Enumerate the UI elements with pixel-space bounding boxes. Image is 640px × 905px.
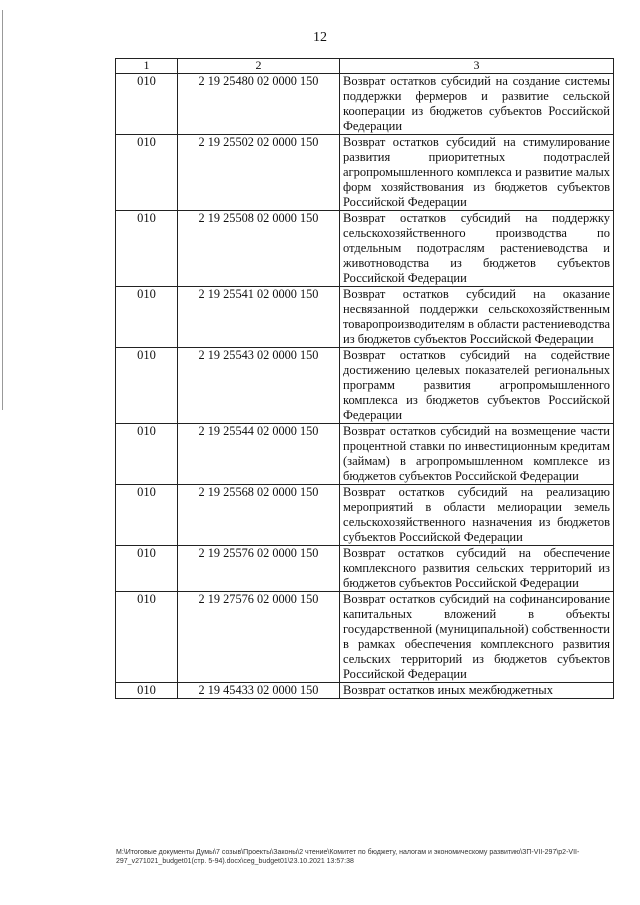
- table-row: [116, 546, 614, 592]
- kbk-code-cell: 2 19 25502 02 0000 150: [178, 135, 340, 211]
- table-row: [116, 135, 614, 211]
- description-cell: Возврат остатков субсидий на обеспечение комплексного развития сельских территорий из бюджетов субъектов Российской Федерации: [340, 546, 614, 592]
- admin-code-cell: 010: [116, 546, 178, 592]
- column-header: 1: [116, 59, 178, 74]
- margin-rule: [2, 10, 3, 410]
- description-cell: Возврат остатков иных межбюджетных: [340, 683, 614, 699]
- admin-code-cell: 010: [116, 211, 178, 287]
- column-header: 3: [340, 59, 614, 74]
- kbk-code-cell: 2 19 25543 02 0000 150: [178, 348, 340, 424]
- kbk-code-cell: 2 19 25576 02 0000 150: [178, 546, 340, 592]
- description-cell: Возврат остатков субсидий на содействие достижению целевых показателей региональных программ развития агропромышленного комплекса из бюджетов субъектов Российской Федерации: [340, 348, 614, 424]
- table-row: [116, 485, 614, 546]
- description-cell: Возврат остатков субсидий на реализацию мероприятий в области мелиорации земель сельскохозяйственного назначения из бюджетов субъектов Российской Федерации: [340, 485, 614, 546]
- table-header-row: [116, 59, 614, 74]
- table-row: [116, 424, 614, 485]
- description-cell: Возврат остатков субсидий на возмещение части процентной ставки по инвестиционным кредитам (займам) в агропромышленном комплексе из бюджетов субъектов Российской Федерации: [340, 424, 614, 485]
- kbk-code-cell: 2 19 27576 02 0000 150: [178, 592, 340, 683]
- admin-code-cell: 010: [116, 683, 178, 699]
- admin-code-cell: 010: [116, 424, 178, 485]
- admin-code-cell: 010: [116, 348, 178, 424]
- kbk-code-cell: 2 19 25544 02 0000 150: [178, 424, 340, 485]
- admin-code-cell: 010: [116, 135, 178, 211]
- page-number: 12: [313, 30, 327, 45]
- table-row: [116, 683, 614, 699]
- admin-code-cell: 010: [116, 74, 178, 135]
- admin-code-cell: 010: [116, 592, 178, 683]
- kbk-code-cell: 2 19 25568 02 0000 150: [178, 485, 340, 546]
- table-row: [116, 287, 614, 348]
- description-cell: Возврат остатков субсидий на софинансирование капитальных вложений в объекты государственной (муниципальной) собственности в рамках обеспечения комплексного развития сельских территорий из бюджетов субъектов Российской Федерации: [340, 592, 614, 683]
- file-path-footer: M:\Итоговые документы Думы\7 созыв\Проекты\Законы\2 чтение\Комитет по бюджету, налогам и экономическому развитию\ЗП-VII-297\p2-VII-297_v271021_budget01(стр. 5-94).docx\ceg_budget01\23.10.2021 13:57:38: [116, 849, 580, 865]
- budget-classification-table: [115, 58, 614, 699]
- column-header: 2: [178, 59, 340, 74]
- description-cell: Возврат остатков субсидий на поддержку сельскохозяйственного производства по отдельным подотраслям растениеводства и животноводства из бюджетов субъектов Российской Федерации: [340, 211, 614, 287]
- kbk-code-cell: 2 19 45433 02 0000 150: [178, 683, 340, 699]
- kbk-code-cell: 2 19 25541 02 0000 150: [178, 287, 340, 348]
- table-row: [116, 211, 614, 287]
- description-cell: Возврат остатков субсидий на стимулирование развития приоритетных подотраслей агропромышленного комплекса и развитие малых форм хозяйствования из бюджетов субъектов Российской Федерации: [340, 135, 614, 211]
- table-row: [116, 592, 614, 683]
- kbk-code-cell: 2 19 25480 02 0000 150: [178, 74, 340, 135]
- description-cell: Возврат остатков субсидий на создание системы поддержки фермеров и развитие сельской кооперации из бюджетов субъектов Российской Федерации: [340, 74, 614, 135]
- kbk-code-cell: 2 19 25508 02 0000 150: [178, 211, 340, 287]
- admin-code-cell: 010: [116, 287, 178, 348]
- admin-code-cell: 010: [116, 485, 178, 546]
- description-cell: Возврат остатков субсидий на оказание несвязанной поддержки сельскохозяйственным товаропроизводителям в области растениеводства из бюджетов субъектов Российской Федерации: [340, 287, 614, 348]
- table-row: [116, 74, 614, 135]
- table-row: [116, 348, 614, 424]
